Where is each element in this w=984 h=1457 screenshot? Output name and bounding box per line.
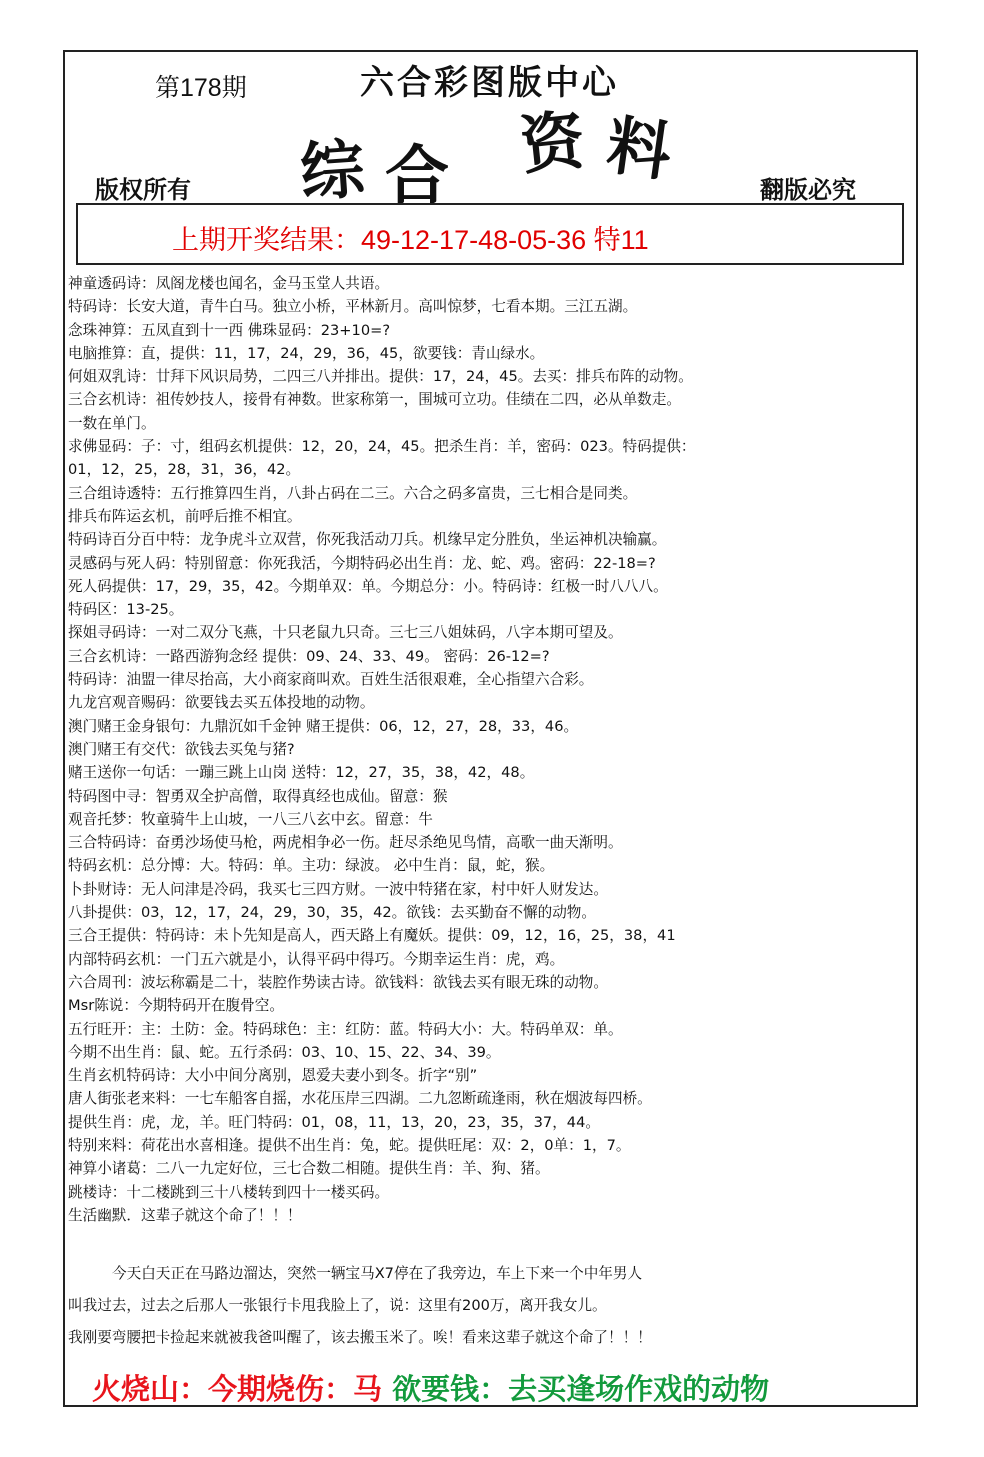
content-lines: [68, 272, 913, 1227]
content-line: 特码诗百分百中特：龙争虎斗立双营，你死我活动刀兵。机缘早定分胜负，坐运神机决输赢。: [68, 531, 667, 549]
content-line: 三合组诗透特：五行推算四生肖，八卦占码在二三。六合之码多富贵，三七相合是同类。: [68, 484, 638, 502]
content-line: 何姐双乳诗：廿拜下风识局势，二四三八并排出。提供：17，24，45。去买：排兵布阵的动物。: [68, 368, 693, 386]
content-line: 一数在单门。: [68, 414, 156, 432]
piracy-warning-label: 翻版必究: [760, 175, 856, 204]
content-line: 灵感码与死人码：特别留意：你死我活，今期特码必出生肖：龙、蛇、鸡。密码：22-18=?: [68, 554, 656, 572]
content-line: 唐人街张老来料：一七车船客自摇，水花压岸三四湖。二九忽断疏逢雨，秋在烟波每四桥。: [68, 1090, 652, 1108]
content-line: 死人码提供：17，29，35，42。今期单双：单。今期总分：小。特码诗：红极一时八八八。: [68, 577, 668, 595]
content-line: 三合玄机诗：一路西游狗念经 提供：09、24、33、49。 密码：26-12=?: [68, 647, 550, 665]
content-line: 求佛显码：子：寸，组码玄机提供：12，20，24，45。把杀生肖：羊，密码：023。特码提供：: [68, 438, 696, 456]
content-line: 探姐寻码诗：一对二双分飞燕，十只老鼠九只奇。三七三八姐妹码，八字本期可望及。: [68, 624, 623, 642]
content-line: 卜卦财诗：无人问津是冷码，我买七三四方财。一波中特猪在家，村中奸人财发达。: [68, 880, 608, 898]
content-line: 九龙宫观音赐码：欲要钱去买五体投地的动物。: [68, 694, 375, 712]
content-line: 三合玄机诗：祖传妙技人，接骨有神数。世家称第一，围城可立功。佳绩在二四，必从单数走。: [68, 391, 681, 409]
content-line: 神算小诸葛：二八一九定好位，三七合数二相随。提供生肖：羊、狗、猪。: [68, 1160, 550, 1178]
content-line: 观音托梦：牧童骑牛上山坡，一八三八玄中玄。留意：牛: [68, 810, 433, 828]
footer-red-text: 火烧山：今期烧伤：马: [92, 1372, 383, 1406]
story-paragraph-1: 今天白天正在马路边溜达，突然一辆宝马X7停在了我旁边，车上下来一个中年男人: [112, 1265, 643, 1282]
content-line: 特码区：13-25。: [68, 601, 184, 619]
content-line: 特码诗：油盟一律尽抬高，大小商家商叫欢。百姓生活很艰难，全心指望六合彩。: [68, 671, 594, 689]
content-line: 特别来料：荷花出水喜相逢。提供不出生肖：兔，蛇。提供旺尾：双：2，0单：1，7。: [68, 1136, 631, 1154]
content-line: 今期不出生肖：鼠、蛇。五行杀码：03、10、15、22、34、39。: [68, 1043, 501, 1061]
content-line: 澳门赌王金身银句：九鼎沉如千金钟 赌王提供：06，12，27，28，33，46。: [68, 717, 579, 735]
issue-number: 第178期: [155, 74, 247, 102]
content-line: 内部特码玄机：一门五六就是小，认得平码中得巧。今期幸运生肖：虎，鸡。: [68, 950, 565, 968]
content-line: 排兵布阵运玄机，前呼后推不相宜。: [68, 507, 302, 525]
content-line: 澳门赌王有交代：欲钱去买兔与猪?: [68, 740, 295, 758]
center-title: 六合彩图版中心: [360, 63, 619, 103]
last-draw-result: 上期开奖结果：49-12-17-48-05-36 特11: [172, 225, 649, 255]
main-title-char: 综: [297, 131, 367, 212]
content-line: 六合周刊：波坛称霸是二十，装腔作势读古诗。欲钱料：欲钱去买有眼无珠的动物。: [68, 973, 608, 991]
story-paragraph-3: 我刚要弯腰把卡捡起来就被我爸叫醒了，该去搬玉米了。唉！看来这辈子就这个命了！！！: [68, 1329, 652, 1346]
content-line: 三合王提供：特码诗：未卜先知是高人，西天路上有魔妖。提供：09，12，16，25，38，41: [68, 927, 676, 945]
content-line: 特码玄机：总分博：大。特码：单。主功：绿波。 必中生肖：鼠，蛇，猴。: [68, 857, 555, 875]
content-line: 生活幽默．这辈子就这个命了！！！: [68, 1206, 302, 1224]
content-line: 八卦提供：03，12，17，24，29，30，35，42。欲钱：去买勤奋不懈的动物。: [68, 904, 596, 922]
main-title-char: 资: [516, 102, 589, 185]
content-line: Msr陈说：今期特码开在腹骨空。: [68, 997, 284, 1015]
content-line: 特码图中寻：智勇双全护高僧，取得真经也成仙。留意：猴: [68, 787, 448, 805]
content-line: 五行旺开：主：土防：金。特码球色：主：红防：蓝。特码大小：大。特码单双：单。: [68, 1020, 623, 1038]
content-line: 生肖玄机特码诗：大小中间分离别，恩爱夫妻小到冬。折字“别”: [68, 1067, 478, 1085]
content-line: 三合特码诗：奋勇沙场使马枪，两虎相争必一伤。赶尽杀绝见鸟情，高歌一曲天渐明。: [68, 834, 623, 852]
content-line: 01，12，25，28，31，36，42。: [68, 461, 301, 479]
story-paragraph-2: 叫我过去，过去之后那人一张银行卡甩我脸上了，说：这里有200万，离开我女儿。: [68, 1297, 607, 1314]
footer-banner: [92, 1367, 769, 1408]
main-title-char: 料: [602, 107, 677, 192]
content-line: 电脑推算：直，提供：11，17，24，29，36，45，欲要钱：青山绿水。: [68, 344, 545, 362]
footer-green-text: 欲要钱：去买逢场作戏的动物: [392, 1372, 770, 1406]
content-line: 神童透码诗：凤阁龙楼也闻名，金马玉堂人共语。: [68, 275, 390, 292]
main-title-char: 合: [385, 139, 449, 214]
content-line: 特码诗：长安大道，青牛白马。独立小桥，平林新月。高叫惊梦，七看本期。三江五湖。: [68, 298, 638, 316]
copyright-label: 版权所有: [95, 175, 191, 204]
content-line: 念珠神算：五凤直到十一西 佛珠显码：23+10=?: [68, 321, 391, 339]
content-line: 赌王送你一句话：一蹦三跳上山岗 送特：12，27，35，38，42，48。: [68, 764, 535, 782]
content-line: 提供生肖：虎，龙，羊。旺门特码：01，08，11，13，20，23，35，37，44。: [68, 1113, 600, 1131]
content-line: 跳楼诗：十二楼跳到三十八楼转到四十一楼买码。: [68, 1183, 390, 1201]
